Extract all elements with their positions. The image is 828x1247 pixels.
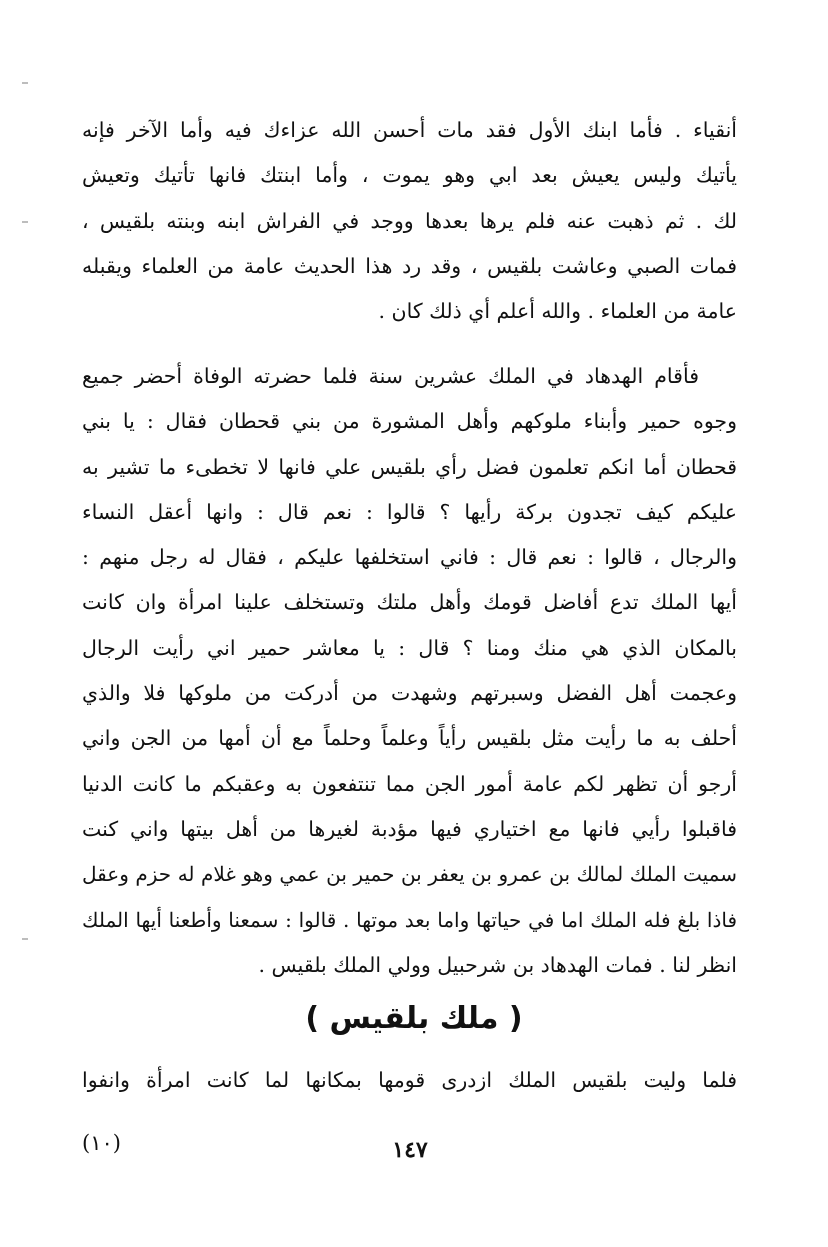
paragraph-2 — [82, 354, 737, 988]
signature-mark: (١٠) — [82, 1131, 121, 1155]
text-line: فلما وليت بلقيس الملك ازدرى قومها بمكانها لما كانت امرأة وانفوا — [82, 1068, 737, 1092]
section-heading: ( ملك بلقيس ) — [305, 1001, 523, 1036]
text-line: انظر لنا . فمات الهدهاد بن شرحبيل وولي الملك بلقيس . — [258, 952, 737, 977]
text-line: فاذا بلغ فله الملك اما في حياتها واما بعد موتها . قالوا : سمعنا وأطعنا أيها الملك — [82, 907, 737, 932]
paragraph-1 — [82, 108, 737, 334]
text-line: فمات الصبي وعاشت بلقيس ، وقد رد هذا الحديث عامة من العلماء ويقبله — [82, 253, 737, 278]
scan-speck — [22, 82, 28, 84]
text-line: أرجو أن تظهر لكم عامة أمور الجن مما تنتفعون به وعقبكم ما كانت الدنيا — [82, 771, 737, 796]
text-line: أنقياء . فأما ابنك الأول فقد مات أحسن الله عزاءك فيه وأما الآخر فإنه — [82, 118, 737, 142]
scan-speck — [22, 221, 28, 223]
text-line: عليكم كيف تجدون بركة رأيها ؟ قالوا : نعم قال : وانها أعقل النساء — [82, 499, 737, 524]
text-line: سميت الملك لمالك بن عمرو بن يعفر بن حمير بن عمي وهو غلام له حزم وعقل — [82, 862, 737, 887]
text-line: لك . ثم ذهبت عنه فلم يرها بعدها ووجد في الفراش ابنه وبنته بلقيس ، — [82, 208, 737, 233]
text-line: فاقبلوا رأيي فانها مع اختياري فيها مؤدبة لغيرها من أهل بيتها واني كنت — [82, 816, 737, 841]
text-line: عامة من العلماء . والله أعلم أي ذلك كان . — [378, 299, 737, 324]
text-line: أيها الملك تدع أفاضل قومك وأهل ملتك وتستخلف علينا امرأة وان كانت — [82, 590, 737, 615]
page-number: ١٤٧ — [392, 1137, 428, 1163]
text-line: يأتيك وليس يعيش بعد ابي وهو يموت ، وأما ابنتك فانها تأتيك وتعيش — [82, 163, 737, 188]
text-line: قحطان أما انكم تعلمون فضل رأي بلقيس علي فانها لا تخطىء ما تشير به — [82, 454, 737, 479]
text-line: فأقام الهدهاد في الملك عشرين سنة فلما حضرته الوفاة أحضر جميع — [82, 364, 699, 388]
text-line: أحلف به ما رأيت مثل بلقيس رأياً وعلماً وحلماً مع أن أمها من الجن واني — [82, 726, 737, 751]
paragraph-3 — [82, 1058, 737, 1103]
text-line: وجوه حمير وأبناء ملوكهم وأهل المشورة من بني قحطان فقال : يا بني — [82, 409, 737, 434]
text-line: وعجمت أهل الفضل وسبرتهم وشهدت من أدركت من ملوكها فلا والذي — [82, 681, 737, 706]
text-line: والرجال ، قالوا : نعم قال : فاني استخلفها عليكم ، فقال له رجل منهم : — [82, 545, 737, 570]
scan-speck — [22, 938, 28, 940]
text-line: بالمكان الذي هي منك ومنا ؟ قال : يا معاشر حمير اني رأيت الرجال — [82, 635, 737, 660]
